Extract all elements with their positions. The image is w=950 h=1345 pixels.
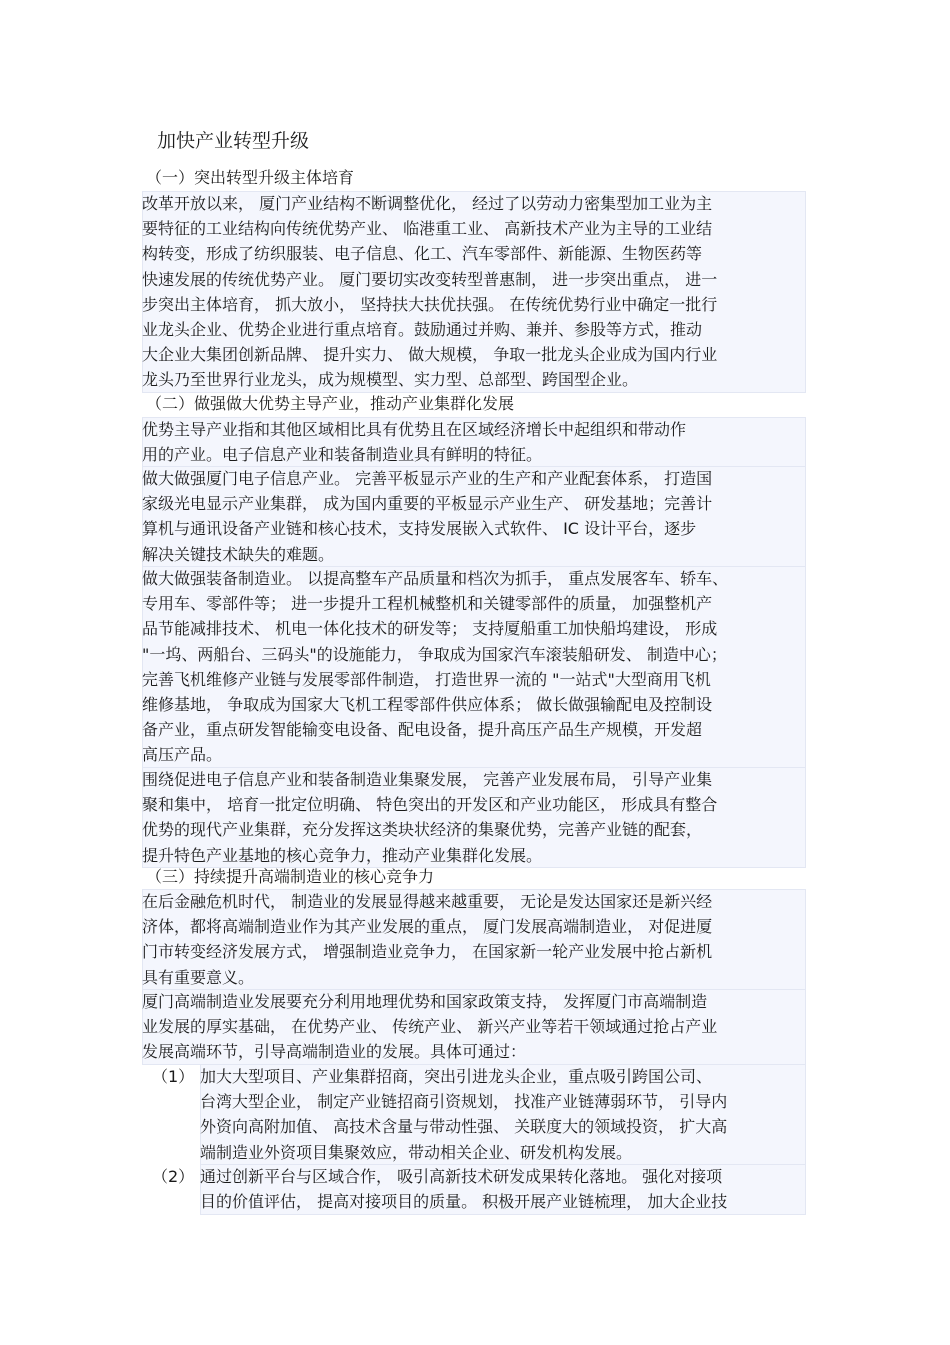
document-title: 加快产业转型升级 — [157, 130, 310, 152]
text-line: 专用车、零部件等； 进一步提升工程机械整机和关键零部件的质量， 加强整机产 — [142, 594, 713, 614]
text-line: 维修基地， 争取成为国家大飞机工程零部件供应体系； 做长做强输配电及控制设 — [142, 694, 713, 714]
section-heading-2: （二）做强做大优势主导产业，推动产业集群化发展 — [146, 394, 515, 413]
text-line: 构转变，形成了纺织服装、电子信息、化工、汽车零部件、新能源、生物医药等 — [142, 244, 703, 264]
text-line: 在后金融危机时代， 制造业的发展显得越来越重要， 无论是发达国家还是新兴经 — [142, 892, 713, 911]
paragraph-5 — [142, 767, 806, 868]
text-line: 加大大型项目、产业集群招商，突出引进龙头企业，重点吸引跨国公司、 — [200, 1067, 713, 1086]
text-line: 业龙头企业、优势企业进行重点培育。鼓励通过并购、兼并、参股等方式，推动 — [142, 319, 703, 339]
text-line: 端制造业外资项目集聚效应，带动相关企业、研发机构发展。 — [200, 1142, 633, 1162]
text-line: 算机与通讯设备产业链和核心技术，支持发展嵌入式软件、 IC 设计平台，逐步 — [142, 519, 697, 539]
text-line: 步突出主体培育， 抓大放小， 坚持扶大扶优扶强。 在传统优势行业中确定一批行 — [142, 294, 718, 314]
text-line: 目的价值评估， 提高对接项目的质量。 积极开展产业链梳理， 加大企业技 — [200, 1192, 728, 1212]
text-line: 围绕促进电子信息产业和装备制造业集聚发展， 完善产业发展布局， 引导产业集 — [142, 770, 713, 789]
text-line: 济体，都将高端制造业作为其产业发展的重点， 厦门发展高端制造业， 对促进厦 — [142, 917, 713, 937]
text-line: 用的产业。电子信息产业和装备制造业具有鲜明的特征。 — [142, 445, 543, 465]
text-line: 聚和集中， 培育一批定位明确、 特色突出的开发区和产业功能区， 形成具有整合 — [142, 795, 718, 815]
text-line: 解决关键技术缺失的难题。 — [142, 544, 335, 564]
text-line: 改革开放以来， 厦门产业结构不断调整优化， 经过了以劳动力密集型加工业为主 — [142, 194, 713, 213]
text-line: 要特征的工业结构向传统优势产业、 临港重工业、 高新技术产业为主导的工业结 — [142, 219, 713, 239]
section-heading-1: （一）突出转型升级主体培育 — [146, 168, 355, 187]
text-line: 家级光电显示产业集群， 成为国内重要的平板显示产业生产、 研发基地；完善计 — [142, 494, 713, 514]
list-item-number-1: （1） — [152, 1067, 195, 1086]
text-line: 门市转变经济发展方式， 增强制造业竞争力， 在国家新一轮产业发展中抢占新机 — [142, 942, 713, 962]
text-line: 发展高端环节，引导高端制造业的发展。具体可通过： — [142, 1042, 527, 1062]
text-line: 通过创新平台与区域合作， 吸引高新技术研发成果转化落地。 强化对接项 — [200, 1167, 723, 1186]
paragraph-1 — [142, 191, 806, 393]
text-line: 外资向高附加值、 高技术含量与带动性强、 关联度大的领域投资， 扩大高 — [200, 1117, 728, 1137]
text-line: 厦门高端制造业发展要充分利用地理优势和国家政策支持， 发挥厦门市高端制造 — [142, 992, 708, 1011]
paragraph-3 — [142, 466, 806, 567]
text-line: 业发展的厚实基础， 在优势产业、 传统产业、 新兴产业等若干领域通过抢占产业 — [142, 1017, 718, 1037]
paragraph-4 — [142, 566, 806, 768]
text-line: 提升特色产业基地的核心竞争力，推动产业集群化发展。 — [142, 845, 543, 865]
text-line: 高压产品。 — [142, 745, 223, 765]
text-line: 快速发展的传统优势产业。 厦门要切实改变转型普惠制， 进一步突出重点， 进一 — [142, 269, 718, 289]
text-line: 品节能减排技术、 机电一体化技术的研发等； 支持厦船重工加快船坞建设， 形成 — [142, 619, 718, 639]
text-line: 备产业，重点研发智能输变电设备、配电设备，提升高压产品生产规模，开发超 — [142, 720, 703, 740]
section-heading-3: （三）持续提升高端制造业的核心竞争力 — [146, 867, 435, 886]
text-line: 台湾大型企业， 制定产业链招商引资规划， 找准产业链薄弱环节， 引导内 — [200, 1092, 728, 1112]
list-item-2 — [200, 1164, 806, 1215]
paragraph-2 — [142, 417, 806, 468]
text-line: 大企业大集团创新品牌、 提升实力、 做大规模， 争取一批龙头企业成为国内行业 — [142, 345, 718, 365]
text-line: 做大做强装备制造业。 以提高整车产品质量和档次为抓手， 重点发展客车、轿车、 — [142, 569, 729, 588]
paragraph-7 — [142, 989, 806, 1065]
text-line: 优势的现代产业集群，充分发挥这类块状经济的集聚优势，完善产业链的配套， — [142, 820, 703, 840]
text-line: 具有重要意义。 — [142, 967, 255, 987]
list-item-number-2: （2） — [152, 1167, 195, 1186]
text-line: 龙头乃至世界行业龙头，成为规模型、实力型、总部型、跨国型企业。 — [142, 370, 639, 390]
text-line: 做大做强厦门电子信息产业。 完善平板显示产业的生产和产业配套体系， 打造国 — [142, 469, 713, 488]
text-line: "一坞、两船台、三码头"的设施能力， 争取成为国家汽车滚装船研发、 制造中心； — [142, 644, 727, 664]
paragraph-6 — [142, 889, 806, 990]
list-item-1 — [200, 1064, 806, 1165]
text-line: 优势主导产业指和其他区域相比具有优势且在区域经济增长中起组织和带动作 — [142, 420, 687, 439]
text-line: 完善飞机维修产业链与发展零部件制造， 打造世界一流的 "一站式"大型商用飞机 — [142, 669, 711, 689]
